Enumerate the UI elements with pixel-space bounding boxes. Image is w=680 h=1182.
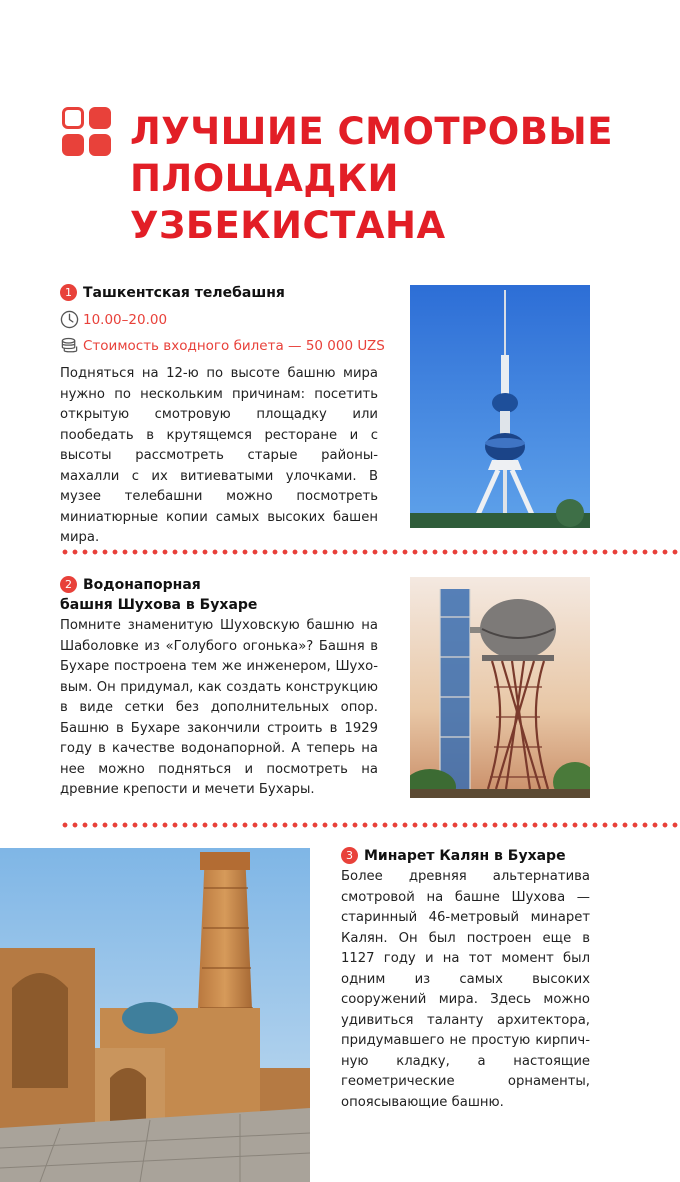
section-2-heading-line-2 [60, 596, 257, 614]
kalyan-minaret-photo [0, 848, 310, 1182]
clock-icon [60, 310, 79, 329]
coins-icon [60, 336, 79, 355]
section-1-text: Подняться на 12-ю по высоте башню мира нужно по нескольким причинам: посетить открытую смотровую площадку или пообедать в крутящемся ресторане и с высоты рассмотреть старые районы-махалли с их витиеватыми улочками. В музее телебашни можно посмотреть миниатюрные копии самых высоких башен мира. [60, 366, 378, 545]
section-2-title-line-1: Водонапорная [83, 577, 201, 593]
section-1-title: Ташкентская телебашня [83, 285, 285, 301]
section-3-text: Более древняя альтернатива смотровой на башне Шухова — старинный 46-метровый минарет Калян. Он был построен еще в 1127 году и на тот момент был одним из самых высоких сооружений мира. Здесь можно удивиться таланту архитектора, придумавшего не простую кирпичную кладку, а настоящие геометрические орнаменты, опоясывающие башню. [341, 869, 590, 1110]
section-3-heading [341, 847, 566, 865]
hours-row [60, 310, 167, 329]
grid-logo-icon [62, 107, 114, 159]
ticket-price: Стоимость входного билета — 50 000 UZS [83, 337, 385, 354]
title-line-2: ПЛОЩАДКИ [130, 157, 399, 200]
page-title [130, 108, 650, 249]
title-line-3: УЗБЕКИСТАНА [130, 204, 446, 247]
section-2-title-line-2: башня Шухова в Бухаре [60, 597, 258, 613]
dotted-divider [60, 549, 680, 555]
section-number-badge: 2 [60, 576, 77, 593]
section-number-badge: 3 [341, 847, 358, 864]
section-3-title: Минарет Калян в Бухаре [364, 848, 566, 864]
section-2-text: Помните знаменитую Шуховскую башню на Шаболовке из «Голубого огонька»? Башня в Бухаре построена тем же инженером, Шуховым. Он придумал, как создать конструкцию в виде сетки без дополнительных опор. Башню в Бухаре закончили строить в 1929 году в качестве водонапорной. А теперь на нее можно подняться и посмотреть на древние крепости и мечети Бухары. [60, 618, 378, 797]
shukhov-tower-photo [410, 577, 590, 798]
tashkent-tv-tower-photo [410, 285, 590, 528]
section-1-heading [60, 284, 285, 302]
price-row [60, 336, 385, 355]
section-2-heading [60, 576, 201, 594]
dotted-divider [60, 822, 680, 828]
title-line-1: ЛУЧШИЕ СМОТРОВЫЕ [130, 110, 614, 153]
opening-hours: 10.00–20.00 [83, 311, 168, 328]
section-number-badge: 1 [60, 284, 77, 301]
